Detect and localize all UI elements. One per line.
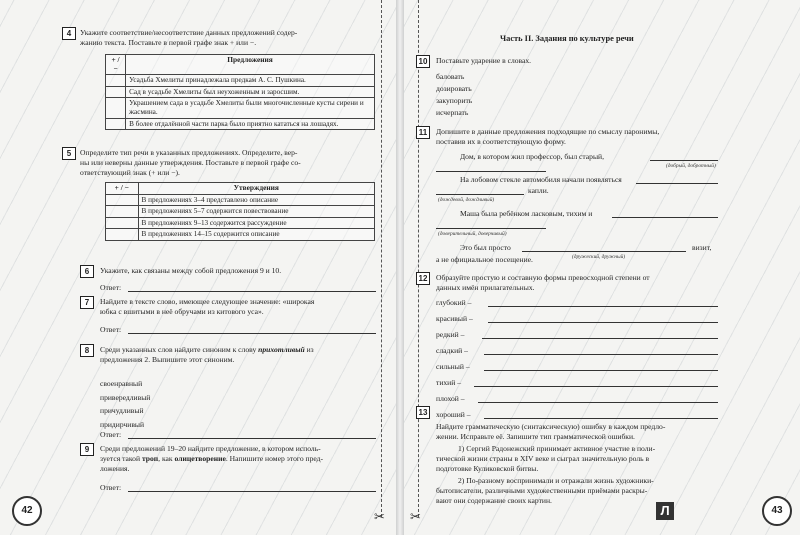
- adjective: красивый –: [436, 314, 473, 323]
- cut-line: [381, 0, 382, 517]
- text-line: Найдите грамматическую (синтаксическую) ошибку в каждом предло-: [436, 422, 666, 431]
- word-item[interactable]: исчерпать: [436, 108, 469, 117]
- table-header: + / −: [106, 55, 126, 75]
- hint: (доверительный, доверчивый): [438, 231, 507, 237]
- text-line: жанию текста. Поставьте в первой графе знак + или −.: [80, 37, 257, 47]
- text-line: вают они содержание своих картин.: [436, 495, 552, 505]
- adjective: сильный –: [436, 362, 470, 371]
- answer-cell[interactable]: [106, 75, 126, 87]
- text-line: ответствующий знак (+ или −).: [80, 167, 180, 177]
- answer-cell[interactable]: [106, 206, 139, 218]
- table-row: [106, 86, 375, 98]
- answer-line[interactable]: [612, 208, 718, 218]
- synonym-options: [100, 377, 150, 431]
- part-title: Часть II. Задания по культуре речи: [500, 34, 634, 43]
- answer-line[interactable]: [436, 162, 546, 172]
- answer-line[interactable]: [488, 297, 718, 307]
- option-item: причудливый: [100, 406, 144, 415]
- task-number: 4: [62, 27, 76, 40]
- answer-line[interactable]: [484, 361, 718, 371]
- answer-label: Ответ:: [100, 430, 122, 439]
- key-word: олицетворение: [174, 453, 226, 463]
- answer-line[interactable]: [484, 409, 718, 419]
- text-line: Найдите в тексте слово, имеющее следующее значение: «широкая: [100, 297, 315, 306]
- scissors-icon: ✂: [374, 510, 385, 525]
- table-cell: Украшением сада в усадьбе Хмелиты были многочисленные кусты сирени и жасмина.: [126, 98, 375, 118]
- answer-line[interactable]: [636, 174, 718, 184]
- sentence-2: [436, 476, 756, 505]
- option-item: привередливый: [100, 392, 151, 402]
- answer-cell[interactable]: [106, 98, 126, 118]
- table-header: Утверждения: [138, 183, 374, 195]
- task-13-text: [436, 422, 756, 442]
- key-word: прихотливый: [258, 345, 305, 354]
- task-number: 6: [80, 265, 94, 278]
- hint: (дождевой, дождливый): [438, 197, 495, 203]
- adjective: редкий –: [436, 330, 465, 339]
- text-line: предложения 2. Выпишите этот синоним.: [100, 354, 235, 364]
- text-line: 1) Сергий Радонежский принимает активное участие в поли-: [458, 444, 656, 453]
- sentence: На лобовом стекле автомобиля начали появляться: [460, 175, 622, 184]
- text-line: бытописатели, различными художественными приёмами раскры-: [436, 485, 648, 495]
- table-cell: В предложениях 5–7 содержится повествование: [138, 206, 374, 218]
- table-row: [106, 118, 375, 130]
- answer-line[interactable]: [522, 242, 686, 252]
- text-span: , как: [158, 453, 175, 463]
- sentence: а не официальное посещение.: [436, 255, 533, 264]
- sentence: Дом, в котором жил профессор, был старый,: [460, 152, 605, 161]
- word-item[interactable]: баловать: [436, 72, 465, 81]
- table-header: + / −: [106, 183, 139, 195]
- text-line: ложения.: [100, 463, 130, 473]
- table-row: [106, 194, 375, 206]
- task-7-text: [100, 297, 380, 317]
- task-number: 7: [80, 296, 94, 309]
- right-page: [404, 0, 800, 535]
- answer-line[interactable]: [650, 151, 718, 161]
- answer-label: Ответ:: [100, 483, 122, 492]
- answer-line[interactable]: [436, 219, 546, 229]
- table-header: Предложения: [126, 55, 375, 75]
- answer-line[interactable]: [128, 324, 376, 334]
- task-number: 10: [416, 55, 430, 68]
- text-span: Среди указанных слов найдите синоним к слову: [100, 345, 259, 354]
- text-line: ны или неверны данные утверждения. Поставьте в первой графе со-: [80, 157, 301, 167]
- option-item: своенравный: [100, 379, 143, 388]
- table-row: [106, 206, 375, 218]
- answer-cell[interactable]: [106, 217, 139, 229]
- table-cell: Усадьба Хмелиты принадлежала предкам А. С. Пушкина.: [126, 75, 375, 87]
- task-11-text: [436, 127, 736, 147]
- table-cell: Сад в усадьбе Хмелиты был неухоженным и заросшим.: [126, 86, 375, 98]
- text-line: Укажите соответствие/несоответствие данных предложений содер-: [80, 28, 298, 37]
- text-line: данных имён прилагательных.: [436, 282, 535, 292]
- answer-label: Ответ:: [100, 325, 122, 334]
- text-line: 2) По-разному воспринимали и отражали жизнь художники-: [458, 476, 654, 485]
- text-line: Образуйте простую и составную формы превосходной степени от: [436, 273, 650, 282]
- answer-line[interactable]: [128, 429, 376, 439]
- table-cell: В предложениях 3–4 представлено описание: [138, 194, 374, 206]
- answer-cell[interactable]: [106, 229, 139, 241]
- adjective: сладкий –: [436, 346, 468, 355]
- sentence: капли.: [528, 186, 549, 195]
- task-number: 9: [80, 443, 94, 456]
- text-line: подготовке Куликовской битвы.: [436, 463, 539, 473]
- text-line: жении. Исправьте её. Запишите тип грамматической ошибки.: [436, 431, 635, 441]
- hint: (добрый, добротный): [666, 163, 716, 169]
- answer-cell[interactable]: [106, 194, 139, 206]
- table-cell: В более отдалённой части парка было приятно кататься на лошадях.: [126, 118, 375, 130]
- task-4-table: [105, 54, 375, 130]
- answer-line[interactable]: [482, 329, 718, 339]
- adjective: хороший –: [436, 410, 471, 419]
- text-line: поставив их в соответствующую форму.: [436, 136, 566, 146]
- word-item[interactable]: закупорить: [436, 96, 473, 105]
- table-row: [106, 229, 375, 241]
- task-9-text: [100, 444, 380, 473]
- table-row: [106, 217, 375, 229]
- key-word: троп: [141, 453, 159, 463]
- task-number: 5: [62, 147, 76, 160]
- text-line: Среди предложений 19–20 найдите предложение, в котором исполь-: [100, 444, 321, 453]
- adjective: плохой –: [436, 394, 465, 403]
- answer-label: Ответ:: [100, 283, 122, 292]
- sentence: визит,: [692, 243, 712, 252]
- text-span: . Напишите номер этого пред-: [225, 453, 324, 463]
- scissors-icon: ✂: [410, 510, 421, 525]
- book-gutter: [396, 0, 404, 535]
- answer-line[interactable]: [488, 313, 718, 323]
- text-line: юбка с вшитыми в неё обручами из китового уса».: [100, 306, 264, 316]
- task-number: 13: [416, 406, 430, 419]
- answer-line[interactable]: [484, 345, 718, 355]
- option-item: придирчивый: [100, 419, 145, 429]
- table-cell: В предложениях 9–13 содержится рассуждение: [138, 217, 374, 229]
- adjective: глубокий –: [436, 298, 472, 307]
- answer-cell[interactable]: [106, 118, 126, 130]
- task-8-text: [100, 345, 380, 365]
- task-5-table: [105, 182, 375, 241]
- text-span: из: [304, 345, 314, 354]
- answer-line[interactable]: [478, 393, 718, 403]
- adjective: тихий –: [436, 378, 462, 387]
- task-number: 8: [80, 344, 94, 357]
- page-number: 42: [12, 496, 42, 526]
- sentence: Это был просто: [460, 243, 511, 252]
- answer-line[interactable]: [474, 377, 718, 387]
- text-line: Допишите в данные предложения подходящие по смыслу паронимы,: [436, 127, 660, 136]
- task-6-text: Укажите, как связаны между собой предложения 9 и 10.: [100, 266, 282, 275]
- text-line: тической жизни страны в XIV веке и сыграл значительную роль в: [436, 453, 650, 463]
- cut-line: [418, 0, 419, 517]
- text-span: зуется такой: [100, 453, 142, 463]
- left-page: [0, 0, 396, 535]
- task-10-text: Поставьте ударение в словах.: [436, 56, 532, 65]
- answer-line[interactable]: [128, 282, 376, 292]
- stress-words: [436, 71, 472, 119]
- task-12-text: [436, 273, 736, 293]
- answer-line[interactable]: [436, 185, 524, 195]
- hint: (дружеский, дружный): [572, 254, 626, 260]
- publisher-logo: Л: [656, 502, 674, 520]
- task-number: 11: [416, 126, 430, 139]
- task-4-text: [80, 28, 380, 48]
- sentence: Маша была ребёнком ласковым, тихим и: [460, 209, 593, 218]
- text-line: Определите тип речи в указанных предложениях. Определите, вер-: [80, 148, 298, 157]
- table-row: [106, 98, 375, 118]
- table-row: [106, 75, 375, 87]
- answer-cell[interactable]: [106, 86, 126, 98]
- table-cell: В предложениях 14–15 содержится описание: [138, 229, 374, 241]
- task-5-text: [80, 148, 380, 177]
- task-number: 12: [416, 272, 430, 285]
- answer-line[interactable]: [128, 482, 376, 492]
- page-number: 43: [762, 496, 792, 526]
- sentence-1: [436, 444, 756, 473]
- word-item[interactable]: дозировать: [436, 84, 472, 93]
